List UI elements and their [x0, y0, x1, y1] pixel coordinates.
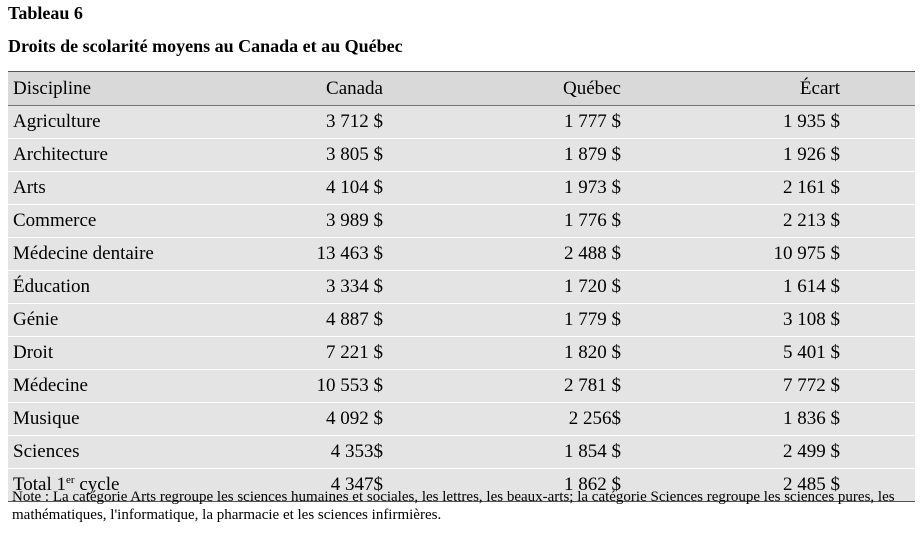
- discipline-cell: Médecine: [13, 375, 88, 396]
- quebec-cell: 1 879 $: [564, 144, 621, 165]
- total-quebec: 1 862 $: [564, 474, 621, 495]
- quebec-cell: 2 256$: [568, 408, 621, 429]
- table-note: Note : La catégorie Arts regroupe les sciences humaines et sociales, les lettres, les beaux-arts; la catégorie Sciences regroupe les sciences pures, les mathématiques, l'informatique, la pharmacie et les sciences infirmières.: [12, 489, 895, 523]
- discipline-cell: Arts: [13, 177, 46, 198]
- column-header-discipline: Discipline: [13, 78, 92, 99]
- quebec-cell: 1 820 $: [564, 342, 621, 363]
- discipline-cell: Éducation: [13, 276, 91, 297]
- ecart-cell: 1 836 $: [783, 408, 840, 429]
- quebec-cell: 2 781 $: [564, 375, 621, 396]
- table-row: [8, 403, 915, 436]
- ecart-cell: 5 401 $: [783, 342, 840, 363]
- discipline-cell: Sciences: [13, 441, 80, 462]
- tuition-table: [8, 71, 915, 502]
- ecart-cell: 2 213 $: [783, 210, 840, 231]
- canada-cell: 4 104 $: [326, 177, 383, 198]
- canada-cell: 4 353$: [330, 441, 383, 462]
- table-title: Droits de scolarité moyens au Canada et au Québec: [8, 36, 403, 56]
- ecart-cell: 2 499 $: [783, 441, 840, 462]
- table-row: [8, 304, 915, 337]
- canada-cell: 10 553 $: [316, 375, 383, 396]
- canada-cell: 3 334 $: [326, 276, 383, 297]
- ecart-cell: 7 772 $: [783, 375, 840, 396]
- ecart-cell: 1 614 $: [783, 276, 840, 297]
- table-row: [8, 139, 915, 172]
- table-row: [8, 271, 915, 304]
- table-row: [8, 436, 915, 469]
- ecart-cell: 3 108 $: [783, 309, 840, 330]
- quebec-cell: 1 776 $: [564, 210, 621, 231]
- quebec-cell: 2 488 $: [564, 243, 621, 264]
- ecart-cell: 1 926 $: [783, 144, 840, 165]
- table-row: [8, 370, 915, 403]
- column-header-quebec: Québec: [562, 78, 621, 99]
- table-body: [8, 106, 915, 502]
- table-row: [8, 337, 915, 370]
- canada-cell: 7 221 $: [326, 342, 383, 363]
- total-canada: 4 347$: [330, 474, 383, 495]
- column-header-ecart: Écart: [799, 78, 840, 99]
- ecart-cell: 2 161 $: [783, 177, 840, 198]
- table-label: Tableau 6: [8, 3, 83, 23]
- ecart-cell: 1 935 $: [783, 111, 840, 132]
- table-row: [8, 106, 915, 139]
- quebec-cell: 1 720 $: [564, 276, 621, 297]
- discipline-cell: Musique: [13, 408, 80, 429]
- canada-cell: 3 712 $: [326, 111, 383, 132]
- canada-cell: 3 989 $: [326, 210, 383, 231]
- total-ecart: 2 485 $: [783, 474, 840, 495]
- quebec-cell: 1 854 $: [564, 441, 621, 462]
- column-header-canada: Canada: [326, 78, 383, 99]
- discipline-cell: Architecture: [13, 144, 108, 165]
- table-row: [8, 172, 915, 205]
- ecart-cell: 10 975 $: [773, 243, 840, 264]
- canada-cell: 4 092 $: [326, 408, 383, 429]
- canada-cell: 4 887 $: [326, 309, 383, 330]
- discipline-cell: Génie: [13, 309, 59, 330]
- discipline-cell: Médecine dentaire: [13, 243, 154, 264]
- header-row: [8, 72, 915, 106]
- discipline-cell: Droit: [13, 342, 54, 363]
- canada-cell: 3 805 $: [326, 144, 383, 165]
- discipline-cell: Agriculture: [13, 111, 101, 132]
- total-label: Total 1er cycle: [13, 474, 120, 495]
- table-row: [8, 238, 915, 271]
- quebec-cell: 1 779 $: [564, 309, 621, 330]
- table-row: [8, 205, 915, 238]
- canada-cell: 13 463 $: [316, 243, 383, 264]
- quebec-cell: 1 777 $: [564, 111, 621, 132]
- discipline-cell: Commerce: [13, 210, 97, 231]
- quebec-cell: 1 973 $: [564, 177, 621, 198]
